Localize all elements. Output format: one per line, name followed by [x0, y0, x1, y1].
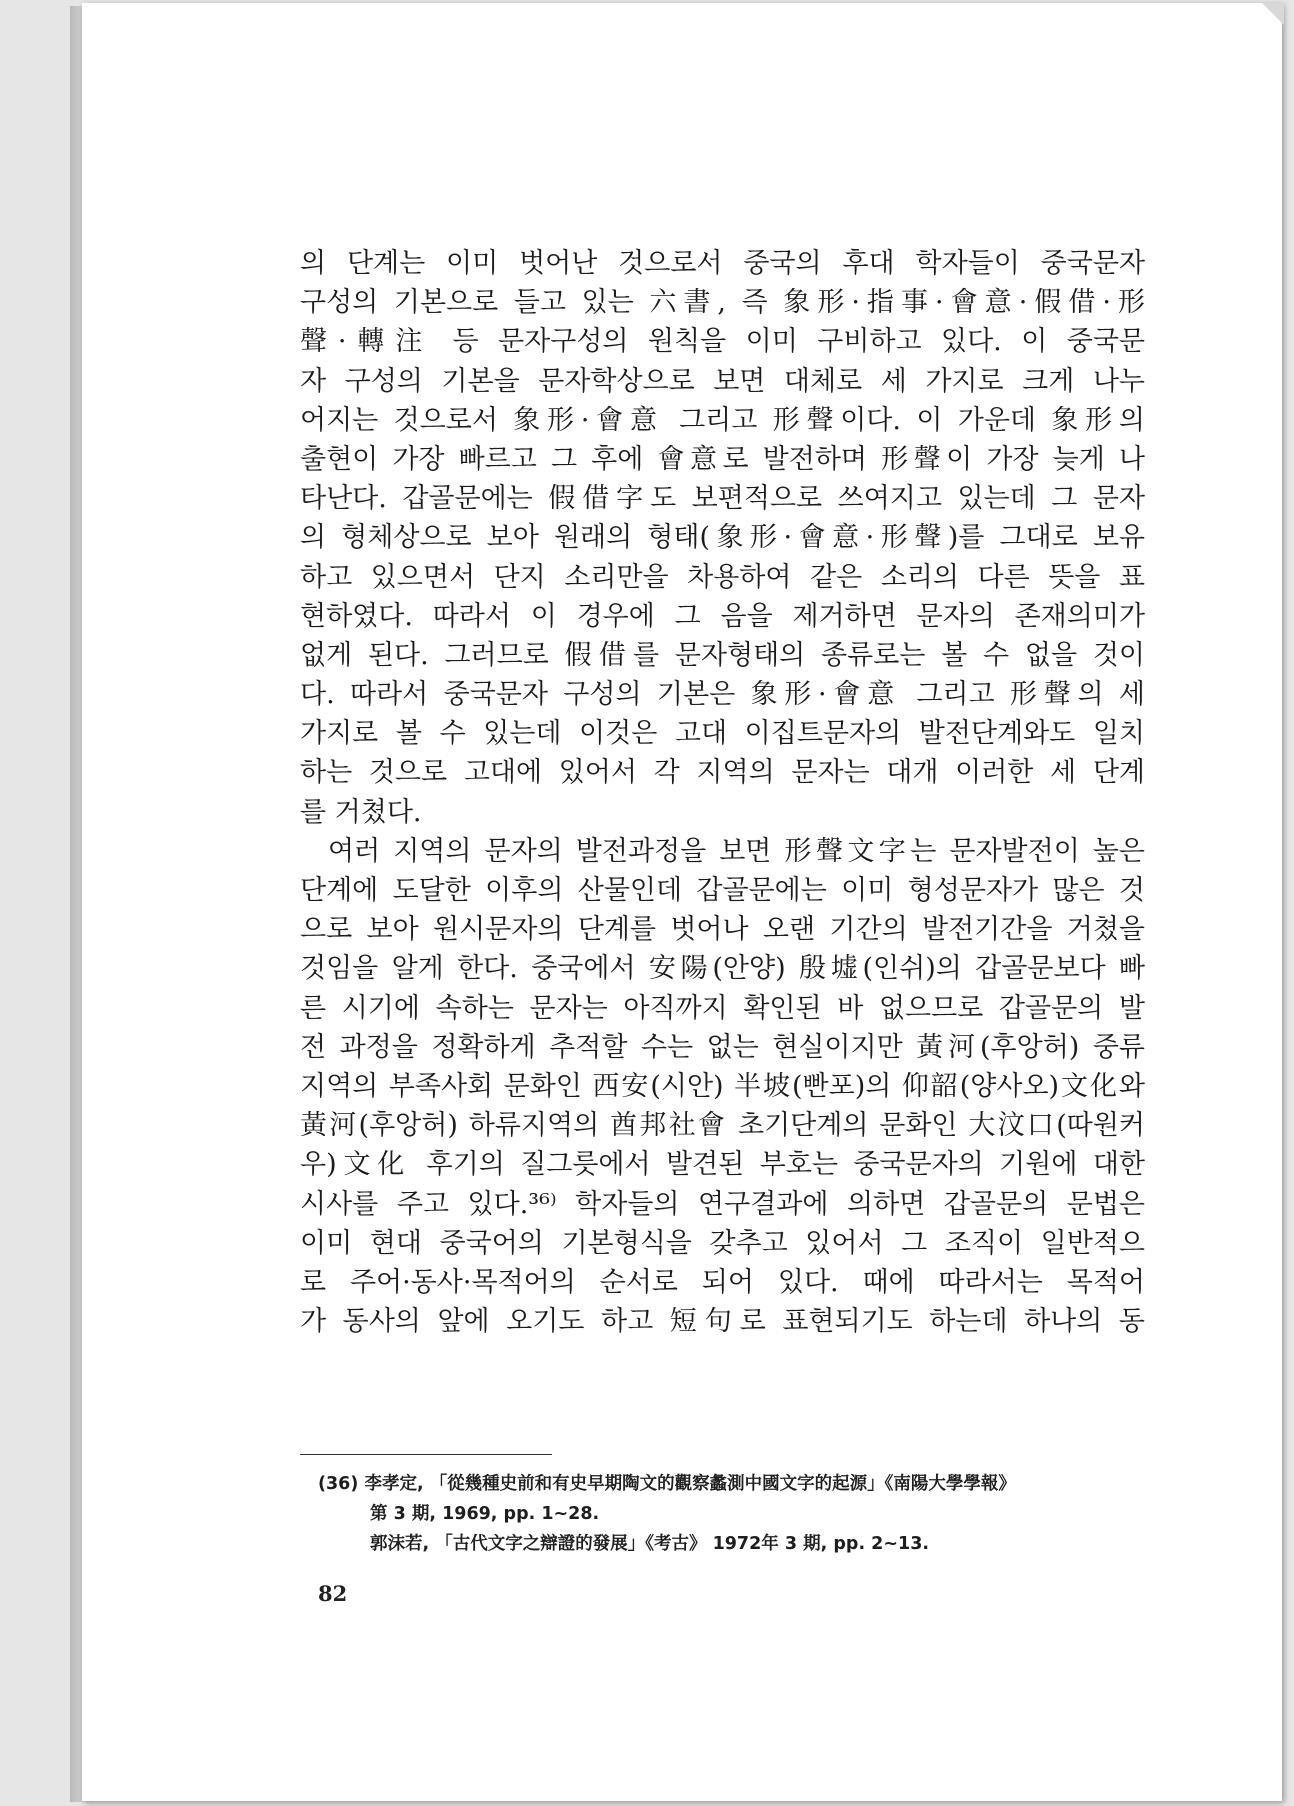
text-line: 없게 된다. 그러므로 假借를 문자형태의 종류로는 볼 수 없을 것이 — [300, 639, 1145, 671]
footnotes — [318, 1469, 1158, 1559]
text-line: 하고 있으면서 단지 소리만을 차용하여 같은 소리의 다른 뜻을 표 — [300, 561, 1145, 593]
text-line: 聲·轉注 등 문자구성의 원칙을 이미 구비하고 있다. 이 중국문 — [300, 326, 1145, 358]
text-line: 자 구성의 기본을 문자학상으로 보면 대체로 세 가지로 크게 나누 — [300, 365, 1145, 397]
text-line: 이미 현대 중국어의 기본형식을 갖추고 있어서 그 조직이 일반적으 — [300, 1227, 1145, 1259]
text-line: 로 주어·동사·목적어의 순서로 되어 있다. 때에 따라서는 목적어 — [300, 1266, 1145, 1298]
page-number: 82 — [318, 1581, 348, 1606]
text-line: 의 단계는 이미 벗어난 것으로서 중국의 후대 학자들이 중국문자 — [300, 248, 1145, 279]
text-line: 우)文化 후기의 질그릇에서 발견된 부호는 중국문자의 기원에 대한 — [300, 1149, 1145, 1181]
text-line: 구성의 기본으로 들고 있는 六書, 즉 象形·指事·會意·假借·形 — [300, 287, 1146, 319]
text-line: 黃河(후앙허) 하류지역의 酋邦社會 초기단계의 문화인 大汶口(따원커 — [300, 1110, 1145, 1142]
footnote-line: 郭沫若, 「古代文字之辯證的發展」《考古》 1972年 3 期, pp. 2~13. — [370, 1534, 930, 1554]
text-line: 어지는 것으로서 象形·會意 그리고 形聲이다. 이 가운데 象形의 — [300, 404, 1145, 436]
text-line: 전 과정을 정확하게 추적할 수는 없는 현실이지만 黃河(후앙허) 중류 — [300, 1031, 1145, 1063]
text-line: 으로 보아 원시문자의 단계를 벗어나 오랜 기간의 발전기간을 거쳤을 — [300, 914, 1145, 946]
text-line: 의 형체상으로 보아 원래의 형태(象形·會意·形聲)를 그대로 보유 — [300, 522, 1145, 554]
text-line: 단계에 도달한 이후의 산물인데 갑골문에는 이미 형성문자가 많은 것 — [300, 875, 1145, 906]
text-line: 타난다. 갑골문에는 假借字도 보편적으로 쓰여지고 있는데 그 문자 — [300, 483, 1145, 515]
text-line: 현하였다. 따라서 이 경우에 그 음을 제거하면 문자의 존재의미가 — [300, 600, 1145, 632]
text-line: 것임을 알게 한다. 중국에서 安陽(안양) 殷墟(인쉬)의 갑골문보다 빠 — [300, 953, 1145, 985]
text-line: 가 동사의 앞에 오기도 하고 短句로 표현되기도 하는데 하나의 동 — [300, 1306, 1145, 1338]
text-line: 를 거쳤다. — [300, 796, 422, 828]
footnote-line: (36) 李孝定, 「從幾種史前和有史早期陶文的觀察蠡測中國文字的起源」《南陽大學學報》 — [318, 1474, 1016, 1494]
footnote-divider — [300, 1454, 552, 1455]
footnote-line: 第 3 期, 1969, pp. 1~28. — [370, 1504, 600, 1524]
text-line: 른 시기에 속하는 문자는 아직까지 확인된 바 없으므로 갑골문의 발 — [300, 992, 1145, 1024]
text-line: 출현이 가장 빠르고 그 후에 會意로 발전하며 形聲이 가장 늦게 나 — [300, 443, 1145, 475]
text-line: 가지로 볼 수 있는데 이것은 고대 이집트문자의 발전단계와도 일치 — [300, 718, 1145, 750]
body-text — [300, 244, 1145, 1341]
text-line: 지역의 부족사회 문화인 西安(시안) 半坡(빤포)의 仰韶(양사오)文化와 — [300, 1070, 1145, 1102]
text-line-paragraph-start: 여러 지역의 문자의 발전과정을 보면 形聲文字는 문자발전이 높은 — [328, 835, 1145, 867]
page-corner-curl — [1262, 3, 1284, 25]
text-line: 시사를 주고 있다.³⁶⁾ 학자들의 연구결과에 의하면 갑골문의 문법은 — [300, 1188, 1145, 1220]
text-line: 다. 따라서 중국문자 구성의 기본은 象形·會意 그리고 形聲의 세 — [300, 679, 1145, 711]
text-line: 하는 것으로 고대에 있어서 각 지역의 문자는 대개 이러한 세 단계 — [300, 757, 1145, 789]
